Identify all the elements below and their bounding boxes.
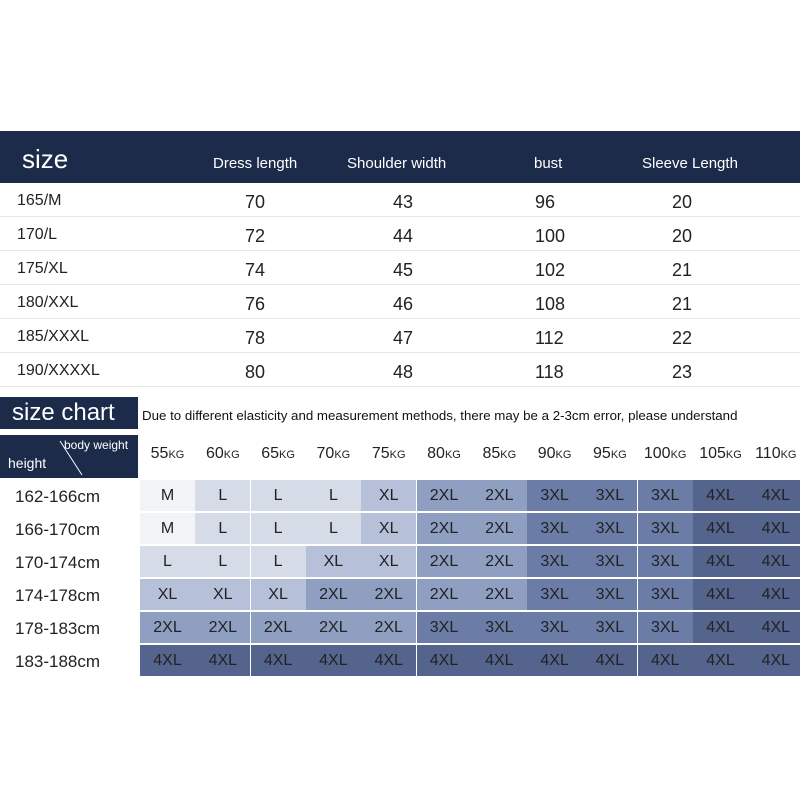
size-cell: 3XL <box>527 513 582 544</box>
weight-number: 90 <box>537 445 556 462</box>
weight-unit: KG <box>500 449 517 461</box>
height-label: 183-188cm <box>15 652 101 671</box>
size-cell: 3XL <box>638 480 693 511</box>
dress-length-value: 70 <box>245 192 266 212</box>
size-cell: L <box>195 513 250 544</box>
size-cell: 2XL <box>472 546 527 577</box>
shoulder-width-value: 47 <box>393 328 414 348</box>
size-table-title: size <box>22 144 69 174</box>
size-cell: L <box>251 480 306 511</box>
corner-weight-label: body weight <box>64 438 129 452</box>
dress-length-value: 74 <box>245 260 266 280</box>
size-cell: 3XL <box>638 612 693 643</box>
size-label: 165/M <box>17 192 62 209</box>
weight-number: 55 <box>150 445 169 462</box>
weight-unit: KG <box>389 449 406 461</box>
size-cell: 2XL <box>472 513 527 544</box>
size-cell: XL <box>251 579 306 610</box>
size-cell: 3XL <box>582 480 637 511</box>
weight-number: 60 <box>205 445 224 462</box>
height-label: 170-174cm <box>15 553 101 572</box>
size-cell: 4XL <box>140 645 195 676</box>
size-cell: 4XL <box>638 645 693 676</box>
size-cell: 4XL <box>748 480 800 511</box>
size-cell: 4XL <box>582 645 637 676</box>
weight-header <box>472 445 527 463</box>
sleeve-length-value: 21 <box>672 260 693 280</box>
size-cell: 4XL <box>748 612 800 643</box>
size-cell: 2XL <box>472 579 527 610</box>
size-cell: 4XL <box>251 645 306 676</box>
weight-unit: KG <box>780 449 797 461</box>
size-chart-title: size chart <box>0 397 138 429</box>
size-cell: 2XL <box>417 513 472 544</box>
size-cell: 4XL <box>693 645 748 676</box>
weight-unit: KG <box>610 449 627 461</box>
weight-number: 80 <box>427 445 445 462</box>
size-cell: 4XL <box>472 645 527 676</box>
size-cell: 3XL <box>638 546 693 577</box>
bust-value: 112 <box>535 328 564 348</box>
size-cell: 4XL <box>748 546 800 577</box>
weight-number: 105 <box>699 445 726 462</box>
size-cell: 2XL <box>417 579 472 610</box>
header-shoulder-width: Shoulder width <box>347 155 447 172</box>
size-cell: 3XL <box>638 513 693 544</box>
size-chart-bar <box>0 397 800 431</box>
weight-number: 70 <box>316 445 335 462</box>
size-cell: L <box>306 513 361 544</box>
grid-corner <box>0 435 138 478</box>
size-cell: L <box>195 480 250 511</box>
weight-header <box>527 445 582 463</box>
size-cell: 4XL <box>693 579 748 610</box>
weight-unit: KG <box>555 449 572 461</box>
size-table-body <box>0 183 800 387</box>
size-cell: 3XL <box>582 612 637 643</box>
weight-header <box>638 445 693 463</box>
size-table <box>0 131 800 387</box>
weight-number: 110 <box>755 445 781 462</box>
size-label: 175/XL <box>17 260 68 277</box>
size-row <box>0 183 800 217</box>
size-label: 180/XXL <box>17 294 79 311</box>
size-chart-note: Due to different elasticity and measurement methods, there may be a 2-3cm error, please understand <box>142 408 738 423</box>
weight-unit: KG <box>444 449 461 461</box>
size-cell: 4XL <box>748 645 800 676</box>
bust-value: 102 <box>535 260 566 280</box>
size-label: 170/L <box>17 226 58 243</box>
size-cell: 4XL <box>748 513 800 544</box>
size-cell: XL <box>306 546 361 577</box>
size-cell: 4XL <box>748 579 800 610</box>
size-cell: XL <box>140 579 195 610</box>
size-cell: 3XL <box>527 579 582 610</box>
size-cell: XL <box>361 480 416 511</box>
size-cell: 4XL <box>693 546 748 577</box>
size-cell: 3XL <box>582 579 637 610</box>
size-cell: L <box>195 546 250 577</box>
size-cell: 2XL <box>140 612 195 643</box>
weight-header <box>140 445 195 463</box>
sleeve-length-value: 20 <box>672 192 693 212</box>
height-label: 166-170cm <box>15 520 101 539</box>
bust-value: 96 <box>535 192 556 212</box>
size-row <box>0 251 800 285</box>
size-cell: 3XL <box>582 513 637 544</box>
weight-number: 75 <box>371 445 390 462</box>
weight-unit: KG <box>223 449 240 461</box>
size-row <box>0 285 800 319</box>
shoulder-width-value: 44 <box>393 226 414 246</box>
size-cell: 3XL <box>638 579 693 610</box>
size-cell: L <box>251 513 306 544</box>
size-cell: XL <box>195 579 250 610</box>
bust-value: 118 <box>535 362 564 382</box>
weight-header <box>582 445 637 463</box>
size-cell: 4XL <box>693 480 748 511</box>
size-cell: 3XL <box>472 612 527 643</box>
size-cell: 4XL <box>361 645 416 676</box>
header-dress-length: Dress length <box>213 155 298 172</box>
size-cell: 3XL <box>527 546 582 577</box>
weight-number: 65 <box>261 445 280 462</box>
size-cell: 2XL <box>306 579 361 610</box>
size-label: 185/XXXL <box>17 328 90 345</box>
size-table-header <box>0 131 800 183</box>
size-cell: L <box>251 546 306 577</box>
sleeve-length-value: 23 <box>672 362 693 382</box>
bust-value: 108 <box>535 294 566 314</box>
size-cell: 2XL <box>306 612 361 643</box>
header-bust: bust <box>534 155 563 172</box>
sleeve-length-value: 20 <box>672 226 693 246</box>
corner-height-label: height <box>8 455 47 471</box>
size-cell: 4XL <box>693 612 748 643</box>
size-cell: 2XL <box>361 612 416 643</box>
size-row <box>0 319 800 353</box>
size-cell: 2XL <box>417 546 472 577</box>
size-cell: 3XL <box>417 612 472 643</box>
size-cell: XL <box>361 513 416 544</box>
shoulder-width-value: 48 <box>393 362 414 382</box>
size-label: 190/XXXXL <box>17 362 100 379</box>
height-label: 178-183cm <box>15 619 101 638</box>
size-row <box>0 217 800 251</box>
weight-unit: KG <box>279 449 295 461</box>
size-cell: L <box>140 546 195 577</box>
weight-header <box>361 445 416 463</box>
size-cell: 4XL <box>417 645 472 676</box>
size-cell: L <box>306 480 361 511</box>
weight-unit: KG <box>334 449 351 461</box>
shoulder-width-value: 46 <box>393 294 414 314</box>
dress-length-value: 80 <box>245 362 266 382</box>
size-cell: 2XL <box>251 612 306 643</box>
size-cell: 2XL <box>417 480 472 511</box>
weight-number: 95 <box>593 445 611 462</box>
weight-header <box>195 445 250 463</box>
weight-unit: KG <box>168 449 185 461</box>
dress-length-value: 78 <box>245 328 266 348</box>
shoulder-width-value: 45 <box>393 260 414 280</box>
size-cell: 4XL <box>527 645 582 676</box>
height-label: 162-166cm <box>15 487 101 506</box>
size-cell: 2XL <box>361 579 416 610</box>
header-sleeve-length: Sleeve Length <box>642 155 738 172</box>
size-cell: M <box>140 513 195 544</box>
size-cell: XL <box>361 546 416 577</box>
weight-unit: KG <box>725 449 742 461</box>
size-cell: 4XL <box>306 645 361 676</box>
size-cell: 4XL <box>693 513 748 544</box>
weight-header <box>306 445 361 463</box>
weight-header <box>693 445 748 463</box>
bust-value: 100 <box>535 226 566 246</box>
size-cell: 3XL <box>582 546 637 577</box>
dress-length-value: 72 <box>245 226 266 246</box>
size-cell: 2XL <box>195 612 250 643</box>
size-cell: M <box>140 480 195 511</box>
weight-header <box>748 445 800 463</box>
sleeve-length-value: 21 <box>672 294 693 314</box>
size-cell: 2XL <box>472 480 527 511</box>
height-label: 174-178cm <box>15 586 101 605</box>
dress-length-value: 76 <box>245 294 266 314</box>
weight-number: 85 <box>482 445 501 462</box>
weight-number: 100 <box>643 445 671 462</box>
size-cell: 4XL <box>195 645 250 676</box>
shoulder-width-value: 43 <box>393 192 414 212</box>
size-row <box>0 353 800 387</box>
weight-unit: KG <box>670 449 687 461</box>
weight-header <box>251 445 306 463</box>
weight-header <box>417 445 472 463</box>
size-cell: 3XL <box>527 612 582 643</box>
size-cell: 3XL <box>527 480 582 511</box>
sleeve-length-value: 22 <box>672 328 693 348</box>
